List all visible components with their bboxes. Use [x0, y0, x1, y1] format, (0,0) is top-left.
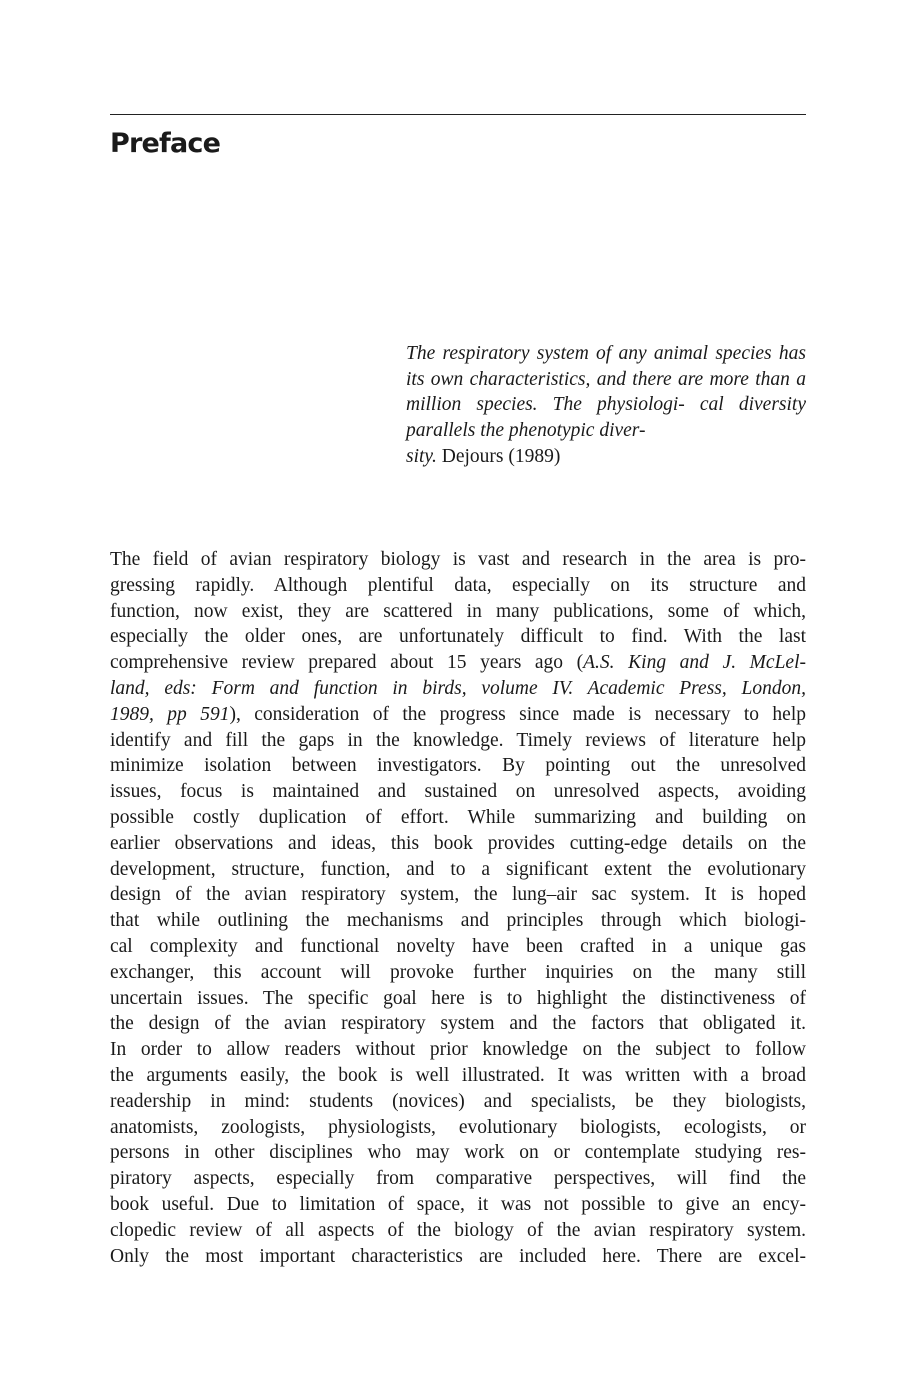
body-line: design of the avian respiratory system, the lung–air sac system. It is hoped — [110, 884, 806, 906]
body-line-with-reference — [110, 676, 806, 702]
epigraph-line: cal diversity parallels the phenotypic diver- — [406, 394, 806, 442]
reference-citation: land, eds: Form and function in birds, volume IV. Academic Press, London, — [110, 677, 806, 699]
body-line: development, structure, function, and to a significant extent the evolutionary — [110, 858, 806, 880]
body-line: anatomists, zoologists, physiologists, evolutionary biologists, ecologists, or — [110, 1116, 806, 1138]
body-line: issues, focus is maintained and sustained on unresolved aspects, avoiding — [110, 781, 806, 803]
body-line: possible costly duplication of effort. While summarizing and building on — [110, 806, 806, 828]
body-line-with-reference — [110, 702, 806, 728]
epigraph-line: has its own characteristics, and there are — [406, 343, 806, 390]
body-line: book useful. Due to limitation of space, it was not possible to give an ency- — [110, 1193, 806, 1215]
body-line: The field of avian respiratory biology is vast and research in the area is pro- — [110, 549, 806, 570]
body-line: persons in other disciplines who may work on or contemplate studying res- — [110, 1142, 806, 1164]
body-line: exchanger, this account will provoke further inquiries on the many still — [110, 961, 806, 983]
body-line: especially the older ones, are unfortunately difficult to find. With the last — [110, 626, 806, 648]
body-line: readership in mind: students (novices) and specialists, be they biologists, — [110, 1090, 806, 1112]
body-line: function, now exist, they are scattered in many publications, some of which, — [110, 600, 806, 622]
body-line: Only the most important characteristics are included here. There are excel- — [110, 1245, 806, 1267]
body-text-fragment: comprehensive review prepared about 15 years ago ( — [110, 652, 584, 674]
body-text-fragment: ), consideration of the progress since made is necessary to help — [229, 703, 807, 725]
epigraph — [406, 341, 806, 470]
epigraph-line: more than a million species. The physiologi- — [406, 368, 806, 416]
chapter-title: Preface — [110, 128, 221, 159]
body-line: the arguments easily, the book is well illustrated. It was written with a broad — [110, 1064, 806, 1086]
body-line-with-reference — [110, 650, 806, 676]
body-line: In order to allow readers without prior knowledge on the subject to follow — [110, 1039, 806, 1061]
body-line: minimize isolation between investigators. By pointing out the unresolved — [110, 755, 806, 777]
body-line: that while outlining the mechanisms and principles through which biologi- — [110, 910, 806, 932]
body-line: clopedic review of all aspects of the biology of the avian respiratory system. — [110, 1219, 806, 1241]
chapter-top-rule — [110, 114, 806, 115]
body-line: the design of the avian respiratory system and the factors that obligated it. — [110, 1013, 806, 1035]
epigraph-line-end: sity. — [406, 445, 437, 467]
body-line: identify and fill the gaps in the knowledge. Timely reviews of literature help — [110, 729, 806, 751]
body-line: piratory aspects, especially from comparative perspectives, will find the — [110, 1168, 806, 1190]
epigraph-line: The respiratory system of any animal species — [406, 343, 779, 364]
body-line: cal complexity and functional novelty have been crafted in a unique gas — [110, 935, 806, 957]
body-line: uncertain issues. The specific goal here is to highlight the distinctiveness of — [110, 987, 806, 1009]
body-line: earlier observations and ideas, this book provides cutting-edge details on the — [110, 832, 806, 854]
epigraph-attribution: Dejours (1989) — [436, 445, 561, 467]
reference-citation: A.S. King and J. McLel- — [583, 652, 806, 674]
preface-body — [110, 547, 806, 1269]
reference-citation: 1989, pp 591 — [110, 703, 230, 725]
body-line: gressing rapidly. Although plentiful data, especially on its structure and — [110, 574, 806, 596]
